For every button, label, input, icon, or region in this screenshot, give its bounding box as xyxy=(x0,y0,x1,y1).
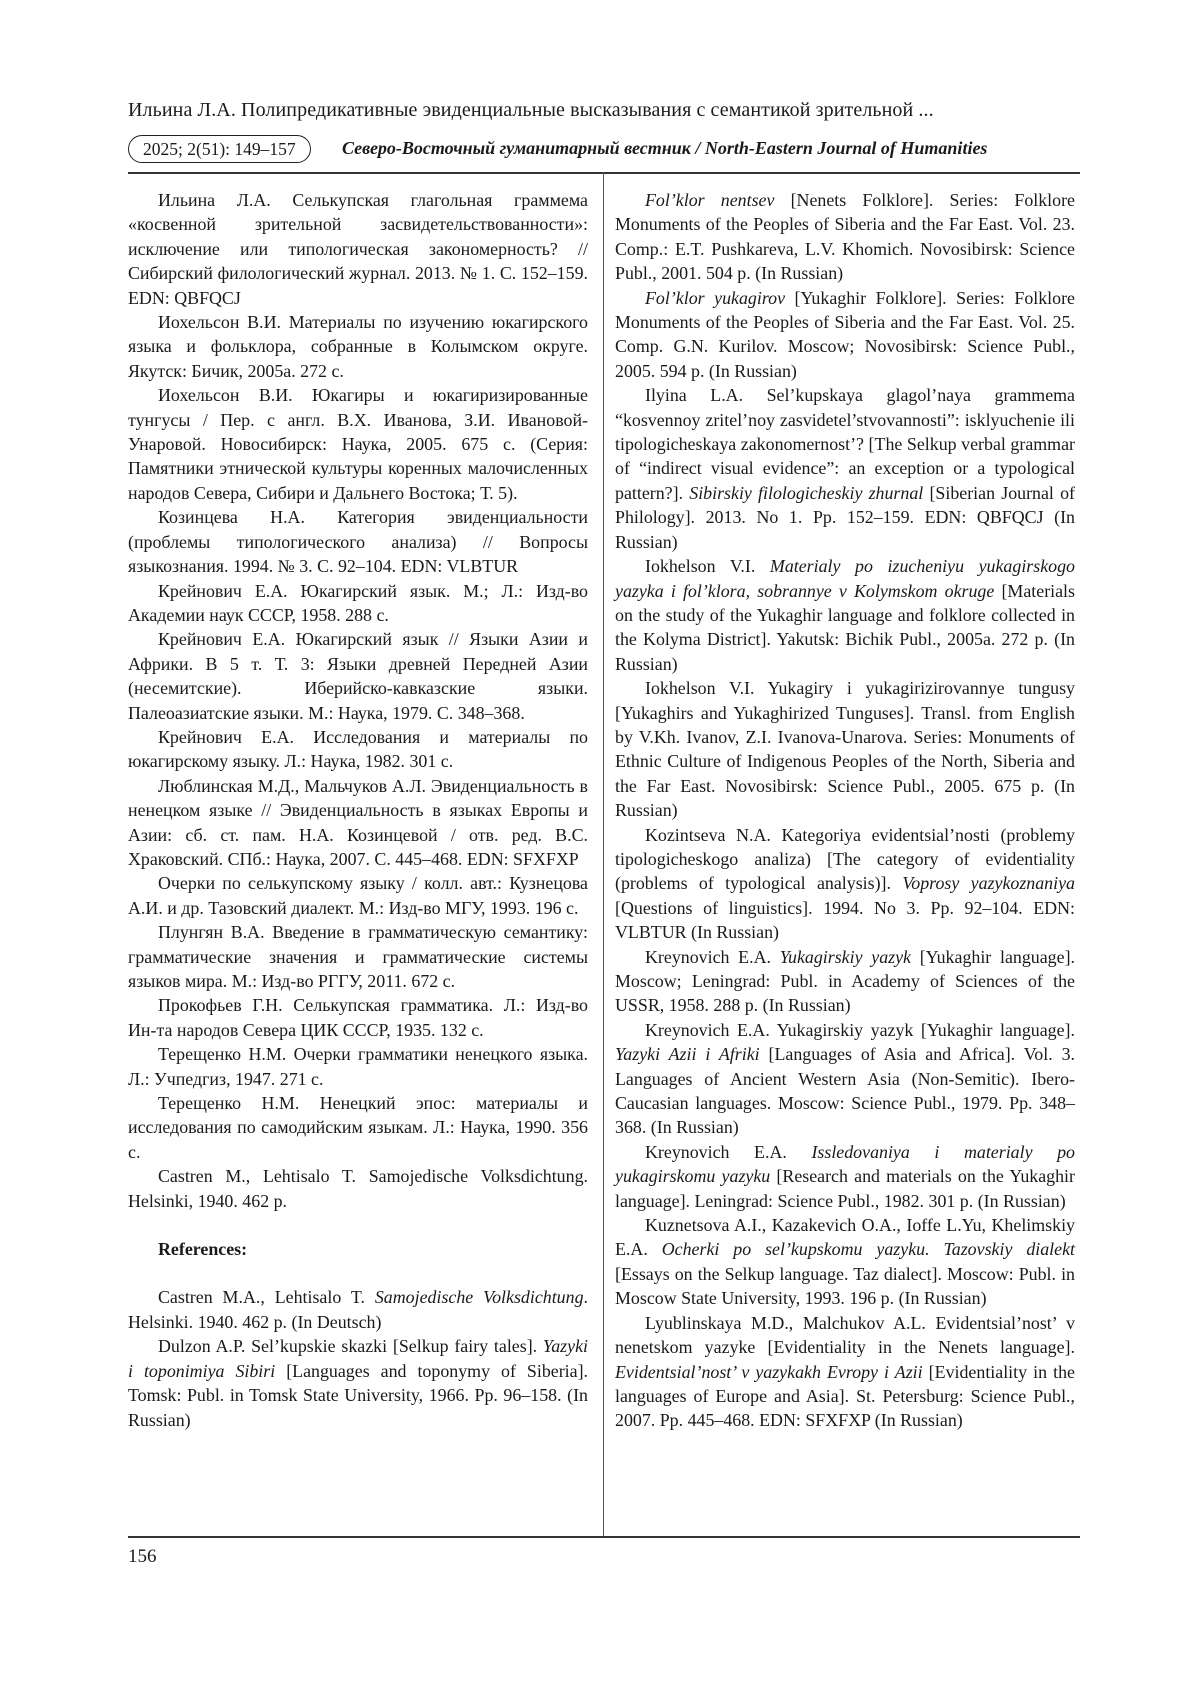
issue-badge: 2025; 2(51): 149–157 xyxy=(128,135,311,163)
reference-item: Люблинская М.Д., Мальчуков А.Л. Эвиденциальность в ненецком языке // Эвиденциальность в языках Европы и Азии: сб. ст. пам. Н.А. Козинцевой / отв. ред. В.С. Храковский. СПб.: Наука, 2007. С. 445–468. EDN: SFXFXP xyxy=(128,775,588,869)
english-reference-list-right xyxy=(615,188,1075,1433)
references-heading: References: xyxy=(158,1239,248,1260)
footer-rule xyxy=(128,1536,1080,1538)
reference-item: Плунгян В.А. Введение в грамматическую семантику: грамматические значения и грамматические системы языков мира. М.: Изд-во РГГУ, 2011. 672 с. xyxy=(128,922,588,991)
reference-item: Castren M., Lehtisalo T. Samojedische Volksdichtung. Helsinki, 1940. 462 p. xyxy=(128,1166,588,1211)
header-rule xyxy=(128,172,1080,174)
reference-item: Иохельсон В.И. Юкагиры и юкагиризированные тунгусы / Пер. с англ. В.Х. Иванова, З.И. Ивановой-Унаровой. Новосибирск: Наука, 2005. 675 с. (Серия: Памятники этнической культуры коренных малочисленных народов Севера, Сибири и Дальнего Востока; Т. 5). xyxy=(128,385,588,503)
reference-item: Иохельсон В.И. Материалы по изучению юкагирского языка и фольклора, собранные в Колымском округе. Якутск: Бичик, 2005а. 272 с. xyxy=(128,312,588,381)
reference-item: Fol’klor nentsev [Nenets Folklore]. Series: Folklore Monuments of the Peoples of Siberia and the Far East. Vol. 23. Comp.: E.T. Pushkareva, L.V. Khomich. Novosibirsk: Science Publ., 2001. 504 p. (In Russian) xyxy=(615,190,1075,284)
reference-item: Ilyina L.A. Sel’kupskaya glagol’naya grammema “kosvennoy zritel’noy zasvidetel’stvovannosti”: isklyuchenie ili tipologicheskaya zakonomernost’? [The Selkup verbal grammar of “indirect visual evidence”: an exception or a typological pattern?]. Sibirskiy filologicheskiy zhurnal [Siberian Journal of Philology]. 2013. No 1. Pp. 152–159. EDN: QBFQCJ (In Russian) xyxy=(615,385,1076,552)
reference-item: Lyublinskaya M.D., Malchukov A.L. Evidentsial’nost’ v nenetskom yazyke [Evidentiality in the Nenets language]. Evidentsial’nost’ v yazykakh Evropy i Azii [Evidentiality in the languages of Europe and Asia]. St. Petersburg: Science Publ., 2007. Pp. 445–468. EDN: SFXFXP (In Russian) xyxy=(615,1312,1075,1431)
reference-item: Kreynovich E.A. Yukagirskiy yazyk [Yukaghir language]. Yazyki Azii i Afriki [Languages of Asia and Africa]. Vol. 3. Languages of Ancient Western Asia (Non-Semitic). Ibero-Caucasian languages. Moscow: Science Publ., 1979. Pp. 348–368. (In Russian) xyxy=(615,1019,1075,1138)
reference-item: Крейнович Е.А. Исследования и материалы по юкагирскому языку. Л.: Наука, 1982. 301 с. xyxy=(128,726,588,772)
russian-reference-list xyxy=(128,188,588,1213)
left-column xyxy=(128,188,588,1432)
reference-item: Dulzon A.P. Sel’kupskie skazki [Selkup fairy tales]. Yazyki i toponimiya Sibiri [Languages and toponymy of Siberia]. Tomsk: Publ. in Tomsk State University, 1966. Pp. 96–158. (In Russian) xyxy=(128,1336,588,1430)
reference-item: Крейнович Е.А. Юкагирский язык // Языки Азии и Африки. В 5 т. Т. 3: Языки древней Передней Азии (несемитские). Иберийско-кавказские языки. Палеоазиатские языки. М.: Наука, 1979. С. 348–368. xyxy=(128,629,588,723)
page-number: 156 xyxy=(128,1546,157,1567)
journal-header xyxy=(128,135,1078,165)
reference-item: Терещенко Н.М. Ненецкий эпос: материалы и исследования по самодийским языкам. Л.: Наука, 1990. 356 с. xyxy=(128,1093,588,1162)
reference-item: Очерки по селькупскому языку / колл. авт.: Кузнецова А.И. и др. Тазовский диалект. М.: Изд-во МГУ, 1993. 196 с. xyxy=(128,873,588,918)
reference-item: Kozintseva N.A. Kategoriya evidentsial’nosti (problemy tipologicheskogo analiza) [The category of evidentiality (problems of typological analysis)]. Voprosy yazykoznaniya [Questions of linguistics]. 1994. No 3. Pp. 92–104. EDN: VLBTUR (In Russian) xyxy=(615,824,1075,943)
reference-item: Ильина Л.А. Селькупская глагольная граммема «косвенной зрительной засвидетельствованности»: исключение или типологическая закономерность? // Сибирский филологический журнал. 2013. № 1. С. 152–159. EDN: QBFQCJ xyxy=(128,190,588,308)
reference-item: Крейнович Е.А. Юкагирский язык. М.; Л.: Изд-во Академии наук СССР, 1958. 288 с. xyxy=(128,580,588,625)
reference-item: Castren M.A., Lehtisalo T. Samojedische Volksdichtung. Helsinki. 1940. 462 p. (In Deutsch) xyxy=(128,1287,588,1332)
reference-item: Kreynovich E.A. Issledovaniya i materialy po yukagirskomu yazyku [Research and materials on the Yukaghir language]. Leningrad: Science Publ., 1982. 301 p. (In Russian) xyxy=(615,1141,1076,1211)
reference-item: Kreynovich E.A. Yukagirskiy yazyk [Yukaghir language]. Moscow; Leningrad: Publ. in Academy of Sciences of the USSR, 1958. 288 p. (In Russian) xyxy=(615,946,1075,1016)
reference-item: Прокофьев Г.Н. Селькупская грамматика. Л.: Изд-во Ин-та народов Севера ЦИК СССР, 1935. 132 с. xyxy=(128,995,588,1040)
reference-item: Козинцева Н.А. Категория эвиденциальности (проблемы типологического анализа) // Вопросы языкознания. 1994. № 3. С. 92–104. EDN: VLBTUR xyxy=(128,507,588,577)
reference-item: Iokhelson V.I. Materialy po izucheniyu yukagirskogo yazyka i fol’klora, sobrannye v Kolymskom okruge [Materials on the study of the Yukaghir language and folklore collected in the Kolyma District]. Yakutsk: Bichik Publ., 2005a. 272 p. (In Russian) xyxy=(615,556,1075,674)
page-title: Ильина Л.А. Полипредикативные эвиденциальные высказывания с семантикой зрительной ... xyxy=(128,99,934,121)
reference-item: Iokhelson V.I. Yukagiry i yukagirizirovannye tungusy [Yukaghirs and Yukaghirized Tunguses]. Transl. from English by V.Kh. Ivanov, Z.I. Ivanova-Unarova. Series: Monuments of Ethnic Culture of Indigenous Peoples of the North, Siberia and the Far East. Novosibirsk: Science Publ., 2005. 675 p. (In Russian) xyxy=(615,678,1075,821)
reference-item: Fol’klor yukagirov [Yukaghir Folklore]. Series: Folklore Monuments of the Peoples of Siberia and the Far East. Vol. 25. Comp. G.N. Kurilov. Moscow; Novosibirsk: Science Publ., 2005. 594 p. (In Russian) xyxy=(615,287,1075,381)
english-reference-list-left xyxy=(128,1285,588,1431)
reference-item: Kuznetsova A.I., Kazakevich O.A., Ioffe L.Yu, Khelimskiy E.A. Ocherki po sel’kupskomu yazyku. Tazovskiy dialekt [Essays on the Selkup language. Taz dialect]. Moscow: Publ. in Moscow State University, 1993. 196 p. (In Russian) xyxy=(615,1215,1075,1309)
journal-name: Северо-Восточный гуманитарный вестник / North-Eastern Journal of Humanities xyxy=(342,138,988,158)
column-divider xyxy=(603,172,604,1537)
right-column xyxy=(615,188,1075,1433)
reference-item: Терещенко Н.М. Очерки грамматики ненецкого языка. Л.: Учпедгиз, 1947. 271 с. xyxy=(128,1044,588,1089)
